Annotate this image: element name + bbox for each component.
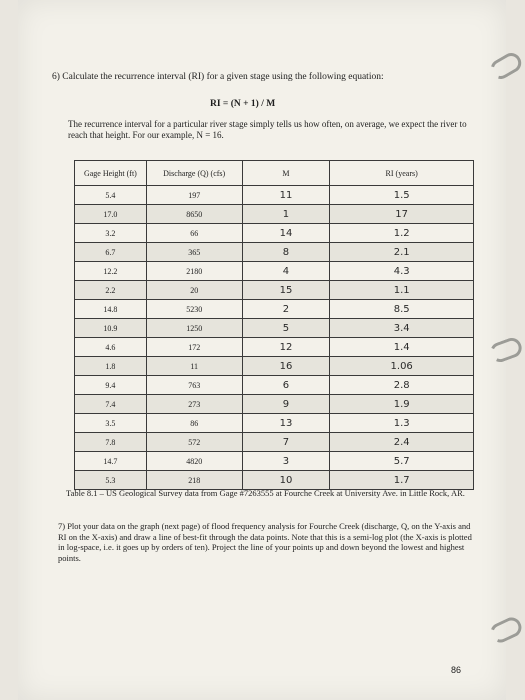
ri-cell[interactable]: 2.8 [330, 376, 474, 395]
table-row [75, 262, 474, 281]
discharge-cell: 4820 [146, 452, 242, 471]
discharge-cell: 218 [146, 471, 242, 490]
question-7: 7) Plot your data on the graph (next page) of flood frequency analysis for Fourche Creek (discharge, Q, on the Y-axis and RI on the X-axis) and draw a line of best-fit through the data points. Note that this is a semi-log plot (the X-axis is plotted in log-space, i.e. it goes up by orders of ten). Project the line of your points up and down beyond the lowest and highest points. [58, 521, 472, 563]
discharge-cell: 172 [146, 338, 242, 357]
gage-height-cell: 3.2 [75, 224, 147, 243]
discharge-cell: 11 [146, 357, 242, 376]
ri-cell[interactable]: 3.4 [330, 319, 474, 338]
m-cell[interactable]: 9 [242, 395, 330, 414]
gage-height-cell: 4.6 [75, 338, 147, 357]
gage-height-cell: 5.3 [75, 471, 147, 490]
gage-height-cell: 9.4 [75, 376, 147, 395]
header-ri: RI (years) [330, 161, 474, 186]
discharge-cell: 8650 [146, 205, 242, 224]
discharge-cell: 1250 [146, 319, 242, 338]
ri-cell[interactable]: 2.4 [330, 433, 474, 452]
question-6-text: Calculate the recurrence interval (RI) for a given stage using the following equation: [62, 72, 384, 82]
m-cell[interactable]: 16 [242, 357, 330, 376]
table-row [75, 357, 474, 376]
discharge-cell: 763 [146, 376, 242, 395]
m-cell[interactable]: 6 [242, 376, 330, 395]
gage-height-cell: 2.2 [75, 281, 147, 300]
gage-height-cell: 3.5 [75, 414, 147, 433]
gage-height-cell: 10.9 [75, 319, 147, 338]
ri-cell[interactable]: 1.3 [330, 414, 474, 433]
m-cell[interactable]: 8 [242, 243, 330, 262]
discharge-cell: 66 [146, 224, 242, 243]
gage-height-cell: 14.7 [75, 452, 147, 471]
m-cell[interactable]: 14 [242, 224, 330, 243]
m-cell[interactable]: 13 [242, 414, 330, 433]
table-body [75, 186, 474, 490]
table-row [75, 471, 474, 490]
ri-cell[interactable]: 2.1 [330, 243, 474, 262]
header-gage-height: Gage Height (ft) [75, 161, 147, 186]
ri-cell[interactable]: 1.4 [330, 338, 474, 357]
table-row [75, 414, 474, 433]
m-cell[interactable]: 12 [242, 338, 330, 357]
m-cell[interactable]: 10 [242, 471, 330, 490]
ri-cell[interactable]: 1.9 [330, 395, 474, 414]
table-row [75, 224, 474, 243]
table-row [75, 319, 474, 338]
gage-height-cell: 12.2 [75, 262, 147, 281]
m-cell[interactable]: 5 [242, 319, 330, 338]
discharge-cell: 572 [146, 433, 242, 452]
header-discharge: Discharge (Q) (cfs) [146, 161, 242, 186]
discharge-cell: 2180 [146, 262, 242, 281]
table-row [75, 205, 474, 224]
ri-cell[interactable]: 8.5 [330, 300, 474, 319]
discharge-cell: 273 [146, 395, 242, 414]
discharge-cell: 5230 [146, 300, 242, 319]
ri-cell[interactable]: 1.7 [330, 471, 474, 490]
discharge-cell: 20 [146, 281, 242, 300]
gage-height-cell: 7.4 [75, 395, 147, 414]
page-number: 86 [451, 665, 462, 675]
table-row [75, 300, 474, 319]
ri-cell[interactable]: 1.2 [330, 224, 474, 243]
gage-data-table [74, 160, 474, 490]
ri-cell[interactable]: 4.3 [330, 262, 474, 281]
table-header-row [75, 161, 474, 186]
discharge-cell: 86 [146, 414, 242, 433]
discharge-cell: 197 [146, 186, 242, 205]
header-m: M [242, 161, 330, 186]
table-row [75, 243, 474, 262]
m-cell[interactable]: 7 [242, 433, 330, 452]
ri-cell[interactable]: 1.06 [330, 357, 474, 376]
question-6-number: 6) [52, 72, 60, 82]
gage-height-cell: 7.8 [75, 433, 147, 452]
gage-height-cell: 6.7 [75, 243, 147, 262]
question-6-paragraph: The recurrence interval for a particular river stage simply tells us how often, on average, we expect the river to reach that height. For our example, N = 16. [68, 119, 467, 140]
m-cell[interactable]: 1 [242, 205, 330, 224]
ri-equation: RI = (N + 1) / M [210, 99, 276, 109]
ri-cell[interactable]: 1.1 [330, 281, 474, 300]
m-cell[interactable]: 11 [242, 186, 330, 205]
ri-cell[interactable]: 5.7 [330, 452, 474, 471]
m-cell[interactable]: 2 [242, 300, 330, 319]
question-6 [52, 72, 472, 82]
table-row [75, 338, 474, 357]
m-cell[interactable]: 15 [242, 281, 330, 300]
gage-height-cell: 14.8 [75, 300, 147, 319]
m-cell[interactable]: 4 [242, 262, 330, 281]
gage-height-cell: 5.4 [75, 186, 147, 205]
gage-height-cell: 17.0 [75, 205, 147, 224]
ri-cell[interactable]: 17 [330, 205, 474, 224]
table-row [75, 376, 474, 395]
gage-height-cell: 1.8 [75, 357, 147, 376]
table-row [75, 186, 474, 205]
m-cell[interactable]: 3 [242, 452, 330, 471]
table-caption: Table 8.1 – US Geological Survey data from Gage #7263555 at Fourche Creek at University Ave. in Little Rock, AR. [66, 488, 465, 498]
table-row [75, 433, 474, 452]
table-row [75, 281, 474, 300]
table-row [75, 452, 474, 471]
ri-cell[interactable]: 1.5 [330, 186, 474, 205]
discharge-cell: 365 [146, 243, 242, 262]
table-row [75, 395, 474, 414]
